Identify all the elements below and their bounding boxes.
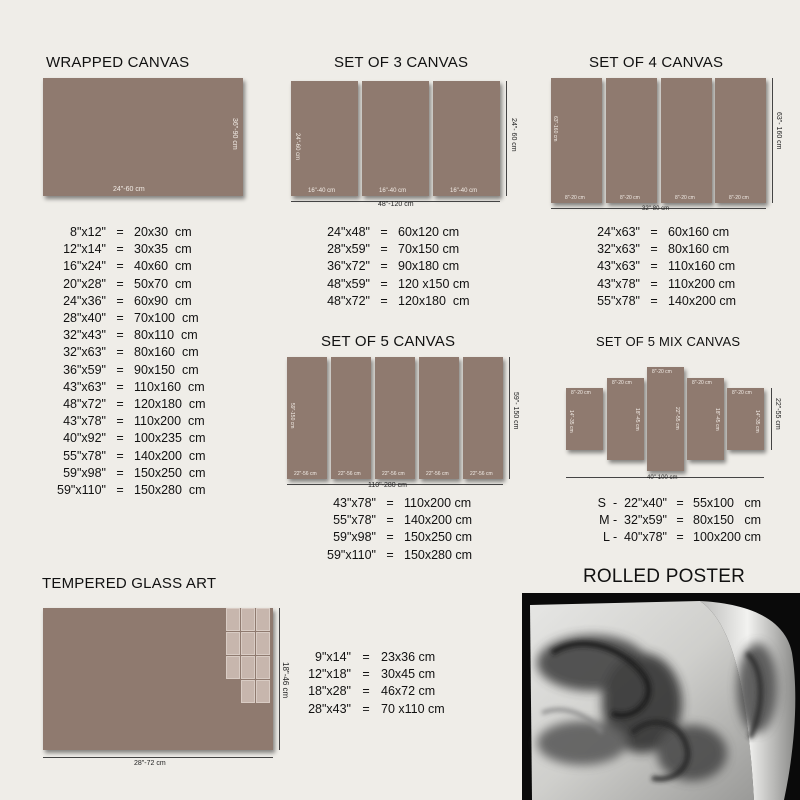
size-equals: = — [116, 225, 124, 239]
size-row — [590, 276, 768, 293]
size-equals: = — [362, 684, 370, 699]
size-cm: 23x36 cm — [381, 650, 436, 664]
size-cm: 110x200 cm — [404, 496, 472, 510]
set5mix-panel-label: 8"-20 cm — [571, 390, 591, 396]
size-equals: = — [380, 225, 388, 239]
set5mix-size-list — [577, 495, 793, 547]
set4-panel-label: 8"-20 cm — [565, 195, 585, 201]
size-row — [50, 448, 244, 465]
size-equals: = — [116, 311, 124, 326]
set5mix-panel-label: 8"-20 cm — [652, 369, 672, 375]
size-equals: = — [116, 259, 124, 274]
size-cm: 150x250 cm — [404, 530, 473, 545]
size-equals: = — [362, 667, 370, 682]
size-cm: 140x200 cm — [404, 513, 473, 528]
set5mix-panel-3 — [647, 367, 684, 471]
size-cm: 40x60 cm — [134, 259, 192, 274]
size-row — [577, 529, 793, 546]
size-equals: = — [380, 276, 388, 291]
size-equals: = — [380, 293, 388, 308]
set5mix-panel-label: 8"-20 cm — [732, 390, 752, 396]
size-inches: 28"x43" — [308, 701, 351, 716]
size-inches: 32"x43" — [63, 328, 106, 343]
set5mix-panel-height-label: 22"-55 cm — [674, 407, 680, 430]
size-inches: 16"x24" — [63, 259, 106, 274]
size-cm: 110x160 cm — [134, 379, 205, 394]
size-equals: = — [116, 414, 124, 429]
set5-panel-2 — [331, 357, 371, 479]
set5-panel-label: 22"-56 cm — [382, 471, 405, 477]
set5mix-panel-1 — [566, 388, 603, 450]
size-equals: = — [116, 483, 124, 498]
size-row — [50, 413, 244, 430]
size-inches: 40"x92" — [63, 431, 106, 446]
size-row — [301, 701, 481, 718]
size-row — [50, 430, 244, 447]
set5mix-total-width-label: 40"-100 cm — [647, 475, 678, 481]
set5mix-total-height-label: 22"-55 cm — [774, 398, 781, 430]
size-inches: 12"x14" — [63, 242, 106, 257]
size-inches: 59"x98" — [63, 465, 106, 480]
size-inches: 59"x98" — [333, 530, 376, 545]
size-cm: 60x120 cm — [398, 225, 460, 239]
set5mix-panel-label: 8"-20 cm — [692, 380, 712, 386]
size-cm: 70 x110 cm — [381, 701, 445, 716]
size-cm: 120x180 cm — [134, 397, 206, 412]
size-row — [318, 241, 498, 258]
glass-total-width-label: 28"-72 cm — [134, 760, 166, 767]
set5-panel-1 — [287, 357, 327, 479]
size-cm: 120 x150 cm — [398, 276, 470, 291]
size-row — [301, 683, 481, 700]
size-cm: 140x200 cm — [134, 448, 206, 463]
size-inches: 36"x72" — [327, 259, 370, 274]
size-row — [50, 310, 244, 327]
size-inches: 48"x72" — [327, 293, 370, 308]
wrapped-canvas-panel — [43, 78, 243, 196]
size-row — [301, 649, 481, 666]
size-equals: = — [650, 242, 658, 257]
size-inches: 36"x59" — [63, 362, 106, 377]
size-row — [50, 362, 244, 379]
size-equals: = — [116, 276, 124, 291]
set4-panel-3 — [661, 78, 712, 203]
size-equals: = — [380, 259, 388, 274]
size-cm: 60x90 cm — [134, 293, 192, 308]
size-inches: 43"x63" — [63, 379, 106, 394]
wrapped-size-list — [50, 224, 244, 499]
size-cm: 80x160 cm — [668, 242, 730, 257]
size-inches: 43"x78" — [63, 414, 106, 429]
size-inches: 55"x78" — [333, 513, 376, 528]
size-equals: = — [116, 431, 124, 446]
glass-reflection — [226, 608, 273, 704]
size-cm: 100x200 cm — [693, 530, 762, 545]
set4-total-height-label: 63"- 160 cm — [775, 112, 782, 150]
size-inches: 28"x40" — [63, 311, 106, 326]
set3-panel-2 — [362, 81, 429, 196]
size-row — [590, 224, 768, 241]
size-cm: 30x45 cm — [381, 667, 436, 682]
set5-panel-3 — [375, 357, 415, 479]
size-inches: 55"x78" — [597, 293, 640, 308]
size-cm: 80x160 cm — [134, 345, 199, 360]
wrapped-canvas-title: WRAPPED CANVAS — [46, 54, 190, 71]
size-cm: 110x160 cm — [668, 259, 736, 274]
size-equals: = — [650, 276, 658, 291]
size-inches: 43"x63" — [597, 259, 640, 274]
set4-total-width-label: 32"-80 cm — [642, 206, 670, 212]
set5mix-title: SET OF 5 MIX CANVAS — [596, 334, 741, 349]
wrapped-height-label: 36"-90 cm — [231, 118, 238, 150]
size-cm: 150x280 cm — [404, 547, 473, 562]
set5-title: SET OF 5 CANVAS — [321, 333, 456, 350]
size-row — [318, 547, 504, 564]
size-cm: 20x30 cm — [134, 225, 192, 239]
set3-panel-label: 16"-40 cm — [308, 188, 336, 194]
size-cm: 80x110 cm — [134, 328, 198, 343]
glass-height-line — [279, 608, 280, 750]
size-cm: 30x35 cm — [134, 242, 192, 257]
set4-panel-label: 8"-20 cm — [675, 195, 695, 201]
set4-panel-label: 8"-20 cm — [729, 195, 749, 201]
set5-panel-4 — [419, 357, 459, 479]
set5-total-height-label: 59"- 150 cm — [512, 392, 519, 430]
size-row — [577, 495, 793, 512]
set5mix-panel-height-label: 18"-45 cm — [634, 408, 640, 431]
glass-panel — [43, 608, 273, 750]
size-row — [50, 396, 244, 413]
set4-panel-2 — [606, 78, 657, 203]
size-equals: = — [116, 362, 124, 377]
size-row — [50, 344, 244, 361]
size-inches: 24"x63" — [597, 225, 640, 239]
set5mix-panel-height-label: 18"-45 cm — [714, 408, 720, 431]
size-inches: S - 22"x40" — [597, 496, 667, 510]
set5mix-panel-2 — [607, 378, 644, 460]
set4-title: SET OF 4 CANVAS — [589, 54, 724, 71]
set3-height-line — [506, 81, 507, 196]
size-inches: 8"x12" — [70, 225, 106, 239]
smoke-art-icon — [522, 593, 800, 800]
glass-total-height-label: 18"-46 cm — [281, 662, 290, 699]
size-row — [301, 666, 481, 683]
size-inches: 9"x14" — [315, 650, 351, 664]
size-inches: 20"x28" — [63, 276, 106, 291]
set5-panel-height-label: 59"-150 cm — [289, 403, 295, 429]
size-row — [318, 293, 498, 310]
size-cm: 90x150 cm — [134, 362, 199, 377]
set4-panel-label: 8"-20 cm — [620, 195, 640, 201]
size-cm: 70x150 cm — [398, 242, 460, 257]
size-equals: = — [386, 496, 394, 510]
size-equals: = — [386, 513, 394, 528]
set3-panel-1 — [291, 81, 358, 196]
size-equals: = — [386, 530, 394, 545]
size-row — [50, 293, 244, 310]
size-equals: = — [116, 242, 124, 257]
size-equals: = — [650, 259, 658, 274]
size-row — [318, 258, 498, 275]
set5-panel-label: 22"-56 cm — [294, 471, 317, 477]
set5-size-list — [318, 495, 504, 564]
set3-panel-label: 16"-40 cm — [450, 188, 478, 194]
set4-height-line — [772, 78, 773, 203]
size-inches: 48"x59" — [327, 276, 370, 291]
size-inches: 55"x78" — [63, 448, 106, 463]
set3-total-height-label: 24"- 60 cm — [510, 118, 517, 152]
size-inches: 59"x110" — [327, 547, 376, 562]
size-equals: = — [676, 496, 684, 510]
size-inches: 32"x63" — [597, 242, 640, 257]
size-cm: 110x200 cm — [134, 414, 205, 429]
size-cm: 46x72 cm — [381, 684, 436, 699]
size-cm: 80x150 cm — [693, 513, 762, 528]
size-cm: 110x200 cm — [668, 276, 736, 291]
size-row — [577, 512, 793, 529]
set5mix-height-line — [771, 388, 772, 450]
size-row — [590, 241, 768, 258]
set4-panel-4 — [715, 78, 766, 203]
set5-height-line — [509, 357, 510, 479]
size-row — [318, 529, 504, 546]
size-cm: 150x250 cm — [134, 465, 206, 480]
set5mix-panel-height-label: 14"-35 cm — [568, 410, 574, 433]
size-inches: 12"x18" — [308, 667, 351, 682]
size-row — [50, 258, 244, 275]
size-row — [590, 293, 768, 310]
size-equals: = — [116, 379, 124, 394]
set3-title: SET OF 3 CANVAS — [334, 54, 469, 71]
set5-panel-label: 22"-56 cm — [470, 471, 493, 477]
size-inches: 43"x78" — [597, 276, 640, 291]
size-cm: 60x160 cm — [668, 225, 730, 239]
size-inches: 24"x48" — [327, 225, 370, 239]
set5-panel-5 — [463, 357, 503, 479]
size-equals: = — [116, 328, 124, 343]
size-equals: = — [676, 530, 684, 545]
size-equals: = — [116, 448, 124, 463]
set5-total-width-label: 110"-280 cm — [368, 482, 407, 489]
size-row — [50, 379, 244, 396]
set3-size-list — [318, 224, 498, 310]
size-row — [50, 327, 244, 344]
set5-panel-label: 22"-56 cm — [338, 471, 361, 477]
size-equals: = — [380, 242, 388, 257]
size-inches: 43"x78" — [333, 496, 376, 510]
size-row — [50, 241, 244, 258]
size-cm: 55x100 cm — [693, 496, 762, 510]
set5mix-panel-5 — [727, 388, 764, 450]
set4-panel-1 — [551, 78, 602, 203]
size-cm: 90x180 cm — [398, 259, 460, 274]
size-inches: L - 40"x78" — [602, 530, 667, 545]
size-row — [50, 276, 244, 293]
size-cm: 150x280 cm — [134, 483, 206, 498]
glass-title: TEMPERED GLASS ART — [42, 575, 217, 592]
size-row — [50, 465, 244, 482]
poster-title: ROLLED POSTER — [583, 566, 746, 587]
size-inches: 28"x59" — [327, 242, 370, 257]
glass-width-line — [43, 757, 273, 758]
set3-total-width-label: 48"-120 cm — [378, 201, 414, 208]
glass-size-list — [301, 649, 481, 718]
size-row — [318, 224, 498, 241]
wrapped-width-label: 24"-60 cm — [113, 186, 145, 193]
size-row — [318, 276, 498, 293]
set3-panel-label: 16"-40 cm — [379, 188, 407, 194]
size-cm: 70x100 cm — [134, 311, 199, 326]
set5-panel-label: 22"-56 cm — [426, 471, 449, 477]
size-row — [590, 258, 768, 275]
size-inches: M - 32"x59" — [599, 513, 667, 528]
size-row — [50, 482, 244, 499]
set4-size-list — [590, 224, 768, 310]
set3-panel-height-label: 24"-60 cm — [294, 133, 300, 161]
size-row — [318, 512, 504, 529]
rolled-poster-image — [522, 593, 800, 800]
size-row — [318, 495, 504, 512]
size-equals: = — [362, 701, 370, 716]
size-inches: 18"x28" — [308, 684, 351, 699]
set4-panel-height-label: 63"-160 cm — [552, 116, 558, 142]
size-equals: = — [676, 513, 684, 528]
size-equals: = — [116, 345, 124, 360]
size-inches: 59"x110" — [57, 483, 106, 498]
size-cm: 100x235 cm — [134, 431, 206, 446]
size-cm: 50x70 cm — [134, 276, 192, 291]
size-cm: 120x180 cm — [398, 293, 470, 308]
set5mix-panel-label: 8"-20 cm — [612, 380, 632, 386]
size-equals: = — [116, 465, 124, 480]
size-inches: 24"x36" — [63, 293, 106, 308]
size-equals: = — [116, 397, 124, 412]
size-equals: = — [386, 547, 394, 562]
size-inches: 32"x63" — [63, 345, 106, 360]
set3-panel-3 — [433, 81, 500, 196]
size-row — [50, 224, 244, 241]
size-equals: = — [362, 650, 370, 664]
set5mix-panel-height-label: 14"-35 cm — [754, 410, 760, 433]
size-cm: 140x200 cm — [668, 293, 737, 308]
size-inches: 48"x72" — [63, 397, 106, 412]
size-equals: = — [650, 293, 658, 308]
size-equals: = — [650, 225, 658, 239]
set5mix-panel-4 — [687, 378, 724, 460]
size-equals: = — [116, 293, 124, 308]
